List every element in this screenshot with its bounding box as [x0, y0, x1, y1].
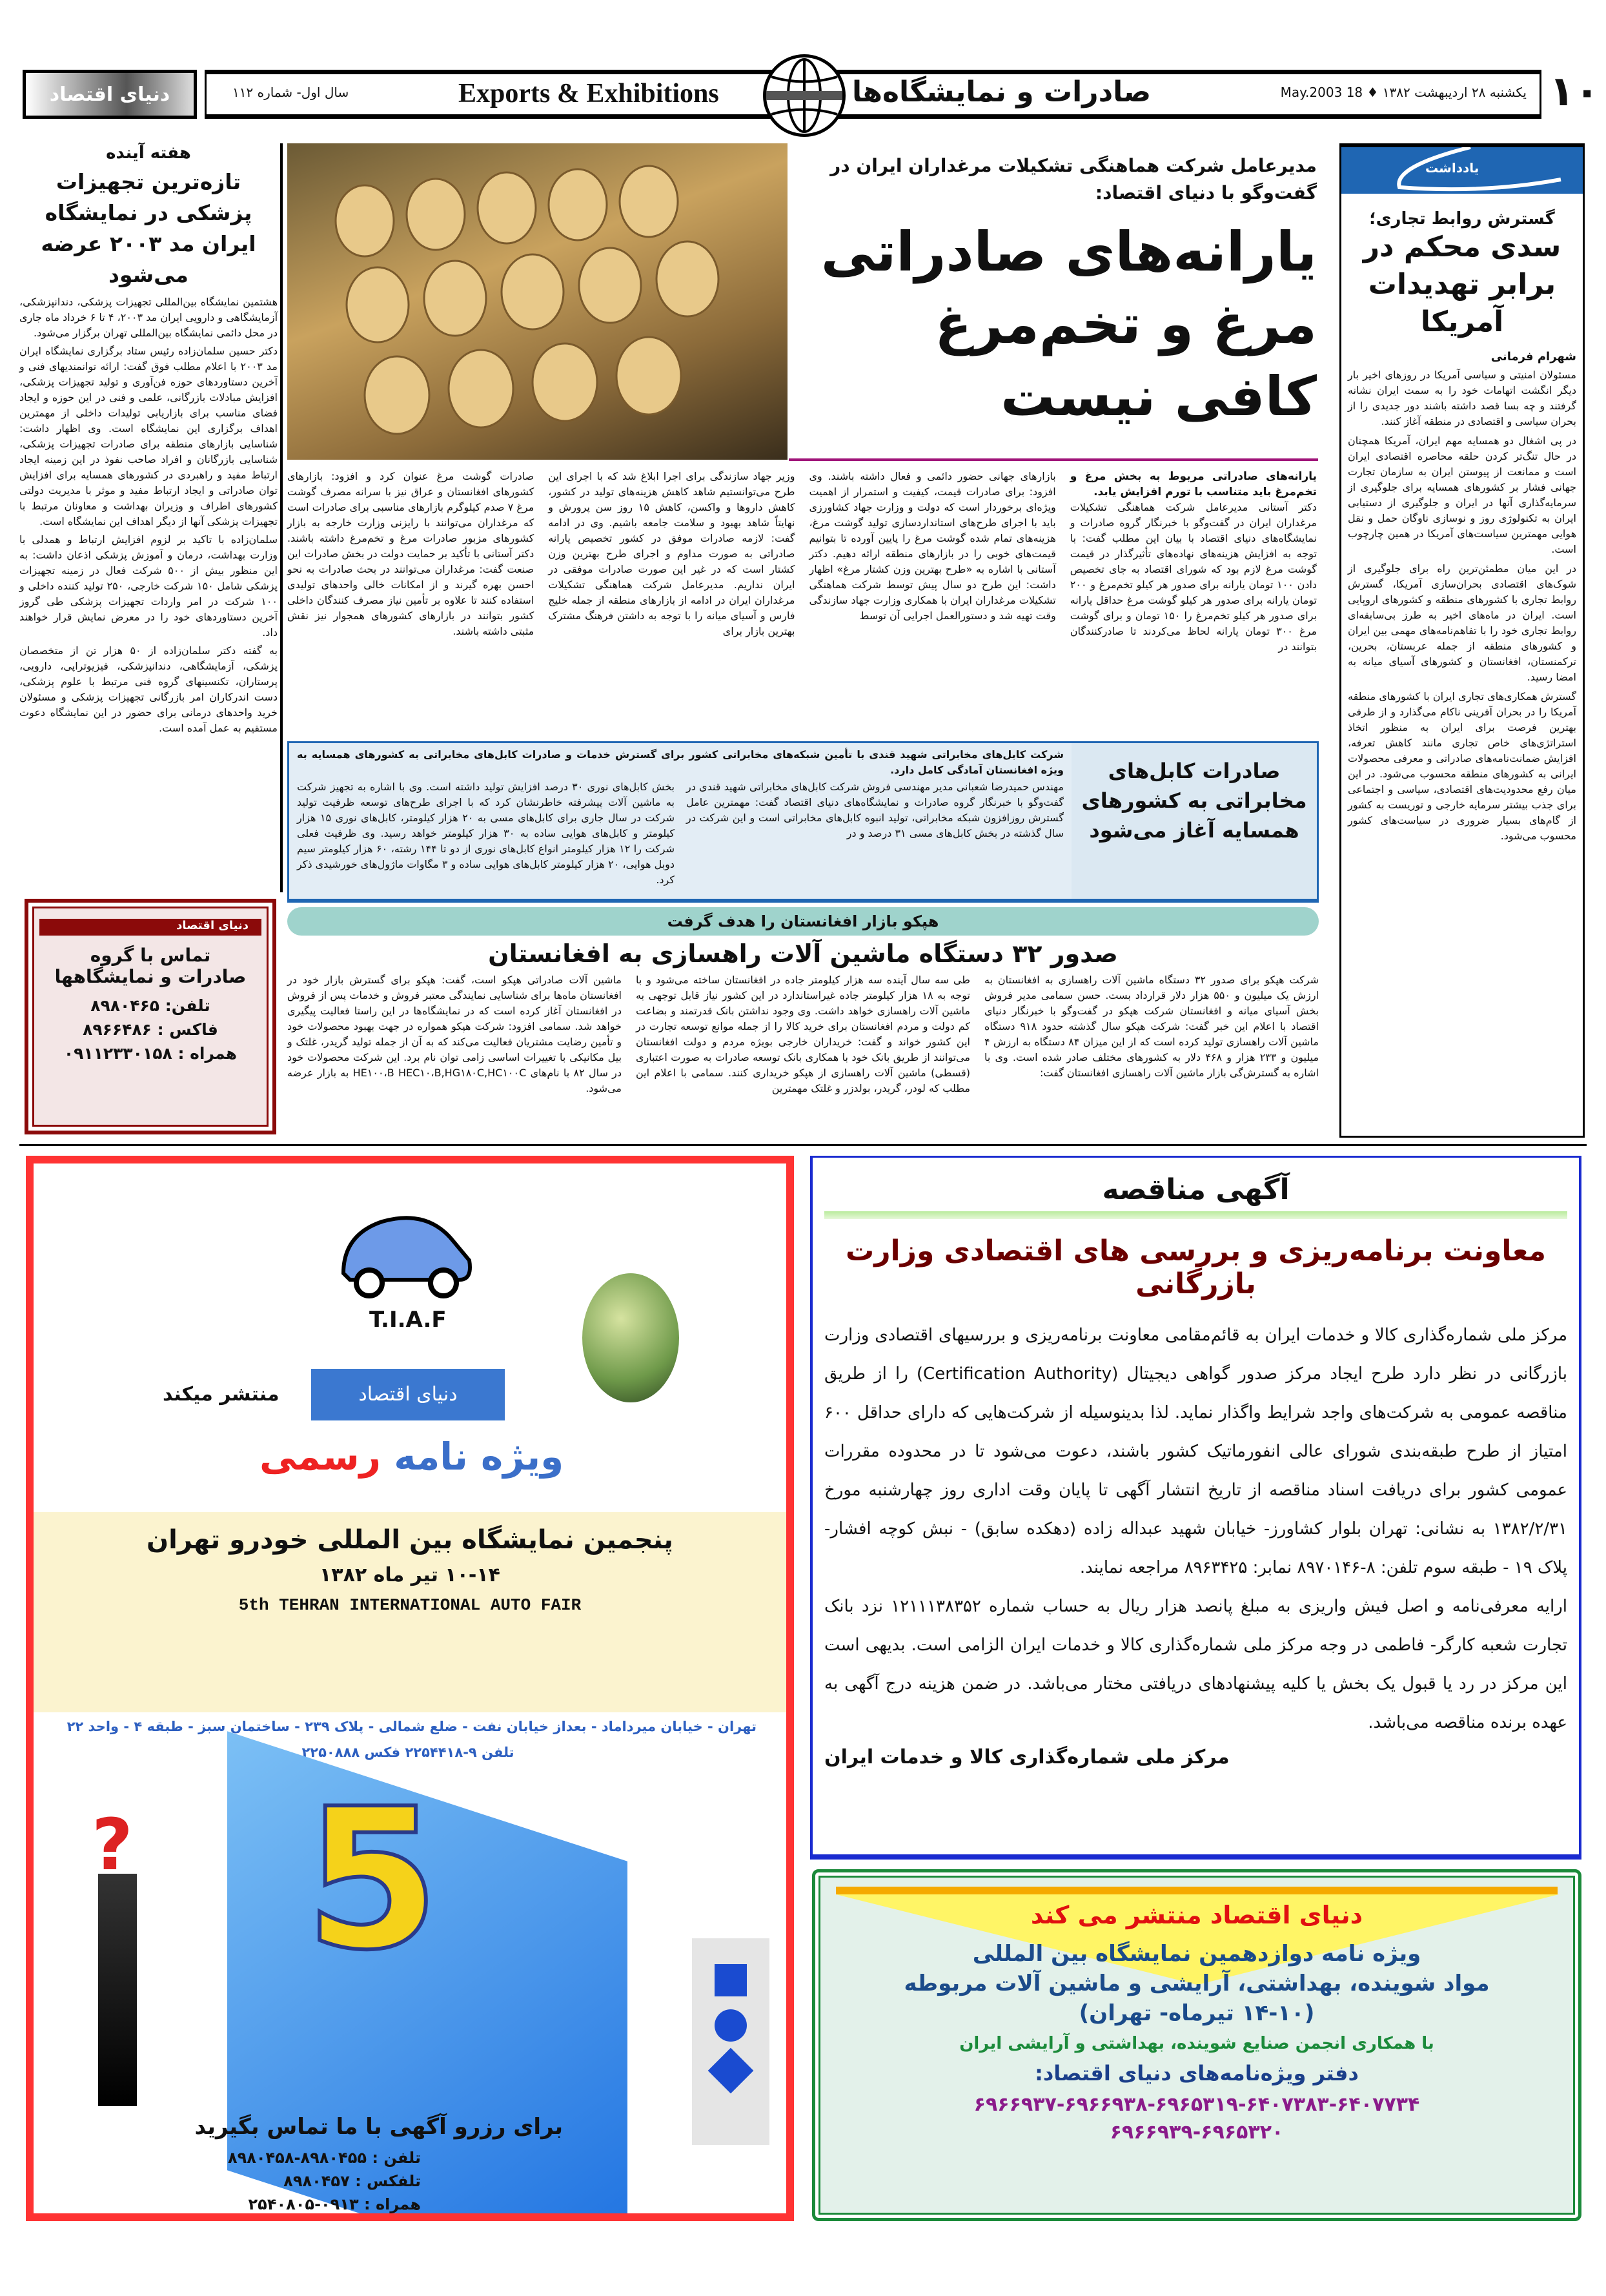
ad-dates: ۱۰-۱۴ تیر ماه ۱۳۸۲ [319, 1564, 500, 1586]
sponsor-logos [692, 1938, 769, 2145]
special-ad-phones: ۶۹۶۶۹۳۷-۶۹۶۶۹۳۸-۶۹۶۵۳۱۹-۶۴۰۷۳۸۳-۶۴۰۷۷۳۴ [973, 2093, 1420, 2116]
editorial-paragraph: در پی اشغال دو همسایه مهم ایران، آمریکا همچنان در حال تنگ‌تر کردن حلقه محاصره اقتصادی ایران است و ممانعت از پیوستن ایران به سازمان تجارت جهانی فشار بر کشورهای همسایه برای جلوگیری از سرمایه‌گذاری آنها در ایران و جلوگیری از دستیابی ایران به تکنولوژی روز و نوسازی ناوگان حمل و نقل هوایی مهمترین سیاست‌های آمریکا در همین چارچوب است. [1348, 435, 1576, 555]
special-ad-line: مواد شوینده، بهداشتی، آرایشی و ماشین آلات مربوطه [904, 1971, 1490, 1996]
contact-fax: فاکس : ۸۹۶۶۴۸۶ [83, 1020, 218, 1039]
lead-lede: یارانه‌های صادراتی مربوط به بخش مرغ و تخم‌مرغ باید متناسب با تورم افزایش یابد. [1070, 470, 1317, 498]
tender-divider [824, 1211, 1567, 1219]
ad-yellow-band [34, 1512, 786, 1712]
tender-signature: مرکز ملی شماره‌گذاری کالا و خدمات ایران [824, 1746, 1230, 1768]
ads-divider [19, 1144, 1587, 1146]
special-ad-line: ویژه نامه دوازدهمین نمایشگاه بین المللی [972, 1941, 1421, 1967]
contact-box [25, 899, 276, 1134]
page-header [205, 70, 1541, 119]
special-ad-office: دفتر ویژه‌نامه‌های دنیای اقتصاد: [1035, 2061, 1359, 2086]
next-week-paragraph: دکتر حسین سلمان‌زاده رئیس ستاد برگزاری نمایشگاه ایران مد ۲۰۰۳ با اعلام مطلب فوق گفت: ارائه توانمندیهای فنی و آخرین دستاوردهای حوزه فن‌آوری و تولید تجهیزات پزشکی، افزایش مبادلات بازرگانی، علمی و فنی در این حوزه و ایجاد فضای مناسب برای بازاریابی تولیدات داخلی از مهمترین اهداف برگزاری این نمایشگاه است. وی اظهار داشت: شناسایی بازارهای منطقه برای صادرات تجهیزات پزشکی، شناسایی بازرگانان و افراد صاحب نفوذ در این زمینه ایجاد ارتباط مفید و راهبردی در کشورهای همسایه برای افزایش توان صادراتی و ایجاد ارتباط مفید و موثر با مدیریت دولتی کشورهای اطراف و وزیران بهداشت و معاونان مرتبط با تجهیزات پزشکی آنها از دیگر اهداف این نمایشگاه است. [19, 345, 278, 528]
ad-event-fa: پنجمین نمایشگاه بین المللی خودرو تهران [147, 1525, 673, 1555]
page-number: ۱۰ [1549, 68, 1600, 116]
column-rule [280, 143, 283, 892]
egg-tray-image [287, 143, 788, 460]
editorial-author: شهرام فرمانی [1490, 350, 1576, 364]
special-ad-phones: ۶۹۶۶۹۳۹-۶۹۶۵۳۲۰ [1110, 2121, 1284, 2144]
globe-icon [763, 54, 846, 137]
ad-title-part: ویژه نامه [394, 1435, 564, 1479]
ad-phone-label: تلفن : [372, 2149, 421, 2167]
man-silhouette-image [98, 1874, 137, 2106]
lead-divider [789, 458, 1318, 461]
next-week-title: تازه‌ترین تجهیزات پزشکی در نمایشگاه ایران مد ۲۰۰۳ عرضه می‌شود [41, 169, 256, 287]
lead-column: بازارهای جهانی حضور دائمی و فعال داشته باشند. وی افزود: برای صادرات قیمت، کیفیت و استمرار از اهمیت ویژه‌ای برخوردار است که دولت و وزارت جهاد کشاورزی باید با اجرای طرح‌های استانداردسازی تولید گوشت مرغ، هزینه‌های تمام شده گوشت مرغ را پایین آورده تا بتوانیم قیمت‌های خوبی را در بازارهای منطقه ارائه دهیم. دکتر آستانی با اشاره به «طرح بهترین وزن کشتار مرغ» اظهار داشت: این طرح دو سال پیش توسط شرکت هماهنگی تشکیلات مرغداران ایران با همکاری وزارت جهاد سازندگی وقت تهیه شد و دستورالعمل اجرایی آن توسط [809, 470, 1056, 622]
ad-special-title [259, 1435, 564, 1479]
newspaper-logo [23, 70, 197, 119]
sponsor-logo-icon [708, 2048, 754, 2094]
special-ad-partner: با همکاری انجمن صنایع شوینده، بهداشتی و آرایشی ایران [959, 2034, 1434, 2053]
tiaf-ad [26, 1156, 794, 2221]
issue-number: سال اول- شماره ۱۱۲ [232, 85, 349, 100]
contact-phone: تلفن: ۸۹۸۰۴۶۵ [90, 996, 210, 1015]
ad-address: تهران - خیابان میرداماد - بعداز خیابان نفت - ضلع شمالی - پلاک ۲۳۹ - ساختمان سبز - طبقه ۴ - واحد ۲۲ [66, 1719, 757, 1734]
globe-egg-image [582, 1273, 679, 1402]
lead-headline-line: مرغ و تخم‌مرغ [935, 292, 1317, 356]
ad-publisher-logo: دنیای اقتصاد [311, 1369, 505, 1420]
lead-headline-line: کافی نیست [1001, 365, 1317, 428]
contact-logo: دنیای اقتصاد [39, 919, 261, 936]
cable-column: مهندس حمیدرضا شعبانی مدیر مهندسی فروش شرکت کابل‌های مخابراتی شهید قندی در گفت‌وگو با خبرنگار گروه صادرات و نمایشگاه‌های دنیای اقتصاد گفت: مهمترین عامل گسترش روزافزون شبکه مخابراتی، تولید انبوه کابل‌های مخابراتی است و این شرکت در سال گذشته در بخش کابل‌های مسی ۳۱ درصد و در [686, 781, 1064, 839]
next-week-kicker: هفته آینده [106, 143, 191, 163]
ad-event-en: 5th TEHRAN INTERNATIONAL AUTO FAIR [238, 1595, 582, 1615]
editorial-paragraph: در این میان مطمئن‌ترین راه برای جلوگیری از شوک‌های اقتصادی بحران‌سازی آمریکا، گسترش روابط تجاری با کشورهای منطقه و کشورهای اروپایی است. ایران در ماه‌های اخیر به طرز بی‌سابقه‌ای روابط تجاری خود را با تفاهم‌نامه‌های مهمی بین ایران و کشورهای منطقه از جمله عربستان، بحرین، ترکمنستان، افغانستان و کشورهای آسیای میانه به امضا رسید. [1348, 562, 1576, 683]
tender-ad [810, 1156, 1581, 1860]
lead-headline [800, 216, 1317, 433]
lead-column: صادرات گوشت مرغ عنوان کرد و افزود: بازارهای کشورهای افغانستان و عراق نیز با سرانه مصرف گوشت مرغ ۷ صدم کیلوگرم بازارهای مناسبی برای صادرات است که مرغداران می‌توانند با رایزنی وزارت خارجه به بازار کشورهای مزبور صادرات مرغ و تخم‌مرغ داشته باشند. دکتر آستانی با تأکید بر حمایت دولت در بخش صادرات این صنعت گفت: مرغداران می‌توانند در بحث صادرات به نحو احسن بهره گیرند و از امکانات خالی واحدهای تولیدی استفاده کنند تا علاوه بر تأمین نیاز مصرف کنندگان داخلی کشور بتوانند در بازارهای کشورهای همجوار نیز نقش مثبتی داشته باشند. [287, 470, 534, 637]
eggs-photo [287, 143, 788, 460]
editorial-kicker: گسترش روابط تجاری؛ [1369, 209, 1555, 229]
afghan-body [287, 972, 1319, 1138]
question-mark-icon: ? [92, 1803, 133, 1886]
cable-column: بخش کابل‌های نوری ۳۰ درصد افزایش تولید داشته است. وی با اشاره به تجهیز شرکت به ماشین آلات پیشرفته خاطرنشان کرد که با اجرای طرح‌های توسعه ظرفیت تولید شرکت در سال جاری برای کابل‌های مسی به ۲۰ هزار کیلومتر، کابل‌های نوری ۱۵ هزار کیلومتر و کابل‌های هوایی ساده به ۳۰ هزار کیلومتر خواهد رسید. وی ظرفیت فعلی شرکت را ۱۲ هزار کیلومتر انواع کابل‌های نوری از دو تا ۱۴۴ رشته، ۶۰ هزار کیلومتر سیم دوبل هوایی، ۲۰ هزار کیلومتر کابل‌های هوایی ساده و ۳ مگاوات ماژول‌های خورشیدی ذکر کرد. [297, 781, 675, 886]
ad-contacts [150, 2146, 421, 2216]
next-week-story [19, 143, 278, 736]
ad-big-five: 5 [305, 1767, 440, 1993]
ad-fax-label: تلفکس : [355, 2172, 421, 2190]
contact-title: تماس با گروه [90, 945, 211, 966]
ad-title-part: رسمی [259, 1435, 381, 1479]
lead-column: وزیر جهاد سازندگی برای اجرا ابلاغ شد که با اجرای این طرح می‌توانستیم شاهد کاهش هزینه‌های تولید در کشور، کاهش داروها و واکسن، کاهش ۱۵ روز سن پرورش و نهایتاً شاهد بهبود و سلامت جامعه باشیم. وی در ادامه گفت: لازمه صادرات موفق در کشور تخصیص یارانه صادراتی به صورت مداوم و اجرای طرح بهترین وزن کشتار است که در غیر این صورت صادرات موفقی در ایران نداریم. مدیرعامل شرکت هماهنگی تشکیلات مرغداران ایران در ادامه از بازارهای منطقه از جمله خلیج فارس و آسیای میانه را با توجه به داشتن فرهنگ مشترک بهترین بازار برای [548, 470, 795, 637]
ad-publishes: منتشر میکند [163, 1383, 280, 1406]
lead-kicker: مدیرعامل شرکت هماهنگی تشکیلات مرغداران ایران در گفت‌وگو با دنیای اقتصاد: [830, 155, 1317, 203]
logo-text: دنیای اقتصاد [49, 83, 170, 106]
editorial-paragraph: مسئولان امنیتی و سیاسی آمریکا در روزهای اخیر بار دیگر انگشت اتهامات خود را به سمت ایران نشانه گرفتند و چه بسا قصد داشته باشند دور جدیدی را از بحران سیاسی و اقتصادی در منطقه آغاز کنند. [1348, 369, 1576, 427]
cable-lede: شرکت کابل‌های مخابراتی شهید قندی با تأمین شبکه‌های مخابراتی کشور برای گسترش خدمات و صادرات کابل‌های مخابراتی به کشورهای همسایه به ویژه افغانستان آمادگی کامل دارد. [297, 748, 1064, 776]
ad-fax: ۸۹۸۰۴۵۷ [283, 2172, 350, 2190]
next-week-paragraph: به گفته دکتر سلمان‌زاده از ۵۰ هزار تن از متخصصان پزشکی، آزمایشگاهی، دندانپزشکی، فیزیوتراپی، دارویی، پرستاران، تکنسینهای گروه فنی مرتبط با علوم پزشکی، دست اندرکاران امر بازرگانی تجهیزات پزشکی و مسئولان خرید واحدهای درمانی برای حضور در این نمایشگاه دعوت مستقیم به عمل آمده است. [19, 644, 278, 734]
ad-reserve: برای رزرو آگهی با ما تماس بگیرید [194, 2114, 563, 2140]
contact-title: صادرات و نمایشگاهها [54, 966, 247, 987]
cable-story-box [287, 741, 1319, 903]
editorial-tag: یادداشت [1425, 160, 1479, 176]
section-title-fa: صادرات و نمایشگاه‌ها [852, 76, 1152, 108]
next-week-paragraph: هشتمین نمایشگاه بین‌المللی تجهیزات پزشکی، دندانپزشکی، آزمایشگاهی و دارویی ایران مد ۲۰۰۳، ۴ تا ۶ خرداد ماه جاری در محل دائمی نمایشگاه بین‌المللی تهران برگزار می‌شود. [19, 296, 278, 339]
ad-phone: ۸۹۸۰۴۵۵-۸۹۸۰۴۵۸ [227, 2149, 367, 2167]
editorial-paragraph: گسترش همکاری‌های تجاری ایران با کشورهای منطقه آمریکا را در بحران آفرینی ناکام می‌گذارد و از طرفی بهترین فرصت برای ایران به منظور اتخاذ استراتژی‌های خاص تجاری مانند کاهش تعرفه، افزایش ضمانت‌نامه‌های صادراتی و معرفی محصولات ایرانی به کشورهای منطقه محسوب می‌شود. در این میان رفع محدودیت‌های اقتصادی، سیاسی و اجتماعی برای جذب بیشتر سرمایه خارجی و توریست به کشور از گام‌های بسیار ضروری در سیاست‌های کشور محسوب می‌شود. [1348, 690, 1576, 842]
lead-headline-line: یارانه‌های صادراتی [820, 220, 1317, 283]
special-issue-ad [812, 1869, 1581, 2221]
afghan-column: شرکت هپکو برای صدور ۳۲ دستگاه ماشین آلات راهسازی به افغانستان به ارزش یک میلیون و ۵۵۰ هزار دلار قرارداد بست. حسن سمامی مدیر فروش بخش آسیای میانه و افغانستان شرکت هپکو در گفت‌وگو با خبرنگار دنیای اقتصاد با اعلام این خبر گفت: شرکت هپکو سال گذشته حدود ۹۱۸ دستگاه ماشین آلات راهسازی تولید کرده است که از این میزان ۸۴ دستگاه به ارزش ۴ میلیون و ۲۳۳ هزار و ۴۶۸ دلار به کشورهای مختلف صادر شده است. وی با اشاره به گسترش‌گی بازار ماشین آلات راهسازی افغانستان گفت: [984, 974, 1319, 1079]
sponsor-logo-icon [715, 2009, 747, 2042]
editorial-tag-banner [1341, 147, 1583, 194]
next-week-paragraph: سلمان‌زاده با تاکید بر لزوم افزایش ارتباط و همدلی با وزارت بهداشت، درمان و آموزش پزشکی اذعان داشت: به این منظور بیش از ۵۰۰ شرکت فعال در زمینه تجهیزات پزشکی شامل ۱۵۰ شرکت خارجی، ۲۵۰ تولید کننده داخلی و ۱۰۰ شرکت در امر واردات تجهیزات پزشکی طی گروز آخرین دستاوردهای خود را در معرض نمایش قرار خواهند داد. [19, 533, 278, 639]
afghan-title: صدور ۳۲ دستگاه ماشین آلات راهسازی به افغانستان [488, 939, 1118, 968]
issue-date: یکشنبه ۲۸ اردیبهشت ۱۳۸۲ ♦ 18 May.2003 [1280, 85, 1527, 100]
ad-mobile: ۰۹۱۳-۲۵۴۰۸۰۵ [248, 2195, 359, 2213]
editorial-column [1339, 143, 1585, 1138]
editorial-title: سدی محکم در برابر تهدیدات آمریکا [1363, 231, 1561, 338]
ad-address-phone: تلفن ۹-۲۲۵۴۴۱۸ فکس ۲۲۵۰۸۸۸ [301, 1745, 514, 1760]
sponsor-logo-icon [715, 1964, 747, 1996]
lead-column: دکتر آستانی مدیرعامل شرکت هماهنگی تشکیلات مرغداران ایران در گفت‌وگو با خبرنگار گروه صادرات و نمایشگاه‌های دنیای اقتصاد با بیان این مطلب گفت: با توجه به افزایش هزینه‌های نهاده‌های تأثیرگذار در قیمت گوشت مرغ لازم بود که شورای اقتصاد به جای تخصیص دادن ۱۰۰ تومان یارانه برای صدور هر کیلو تخم‌مرغ و ۲۰۰ تومان یارانه برای صدور هر کیلو گوشت مرغ حداقل یارانه برای صدور هر کیلو تخم‌مرغ را ۱۵۰ تومان و برای گوشت مرغ ۳۰۰ تومان یارانه لحاظ می‌کردند تا صادرکنندگان بتوانند در [1070, 501, 1317, 653]
lead-body [287, 469, 1317, 735]
afghan-column: ماشین آلات صادراتی هپکو است، گفت: هپکو برای گسترش بازار خود در افغانستان ماه‌ها برای شناسایی نمایندگی معتبر فروش و خدمات پس از فروش در افغانستان آغاز کرده است که در نمایشگاه‌ها در این راستا فعالیت پیگیری خواهد شد. سمامی افزود: شرکت هپکو همواره در جهت بهبود محصولات خود و تأمین رضایت مشتریان فعالیت می‌کند که به آن از جمله تولید گریدر، غلتک و بیل مکانیکی با تغییرات اساسی زامی توان نام برد. این شرکت محصولات خود در سال ۸۲ با نام‌های HE۱۰۰،B HEC۱۰،B,HG۱۸۰C,HC۱۰۰C به بازار عرضه می‌شود. [287, 974, 622, 1094]
special-ad-line: (۱۴-۱۰ تیرماه- تهران) [1079, 2000, 1315, 2026]
car-globe-icon [330, 1209, 479, 1299]
tender-heading: آگهی مناقصه [1102, 1173, 1290, 1206]
afghan-column: طی سه سال آینده سه هزار کیلومتر جاده در افغانستان ساخته می‌شود و با توجه به ۱۸ هزار کیلومتر جاده غیراستاندارد در این کشور نیاز قابل توجهی به ماشین آلات راهسازی خواهد داشت. وی وجود نداشتن بانک قدرتمند و بضاعت کم دولت و مردم افغانستان برای خرید کالا را از جمله موانع توسعه تجارت در این کشور خواند و گفت: خریداران خارجی بویژه مردم و دولت افغانستان می‌توانند از طریق بانک خود با همکاری بانک توسعه صادرات به صورت اعتباری (قسطی) ماشین آلات راهسازی از هپکو خریداری کنند. سمامی با اعلام این مطلب که لودر، گریدر، بولدزر و غلتک مهمترین [636, 974, 970, 1094]
tender-paragraph: مرکز ملی شماره‌گذاری کالا و خدمات ایران به قائم‌مقامی معاونت برنامه‌ریزی و بررسیهای اقتصادی وزارت بازرگانی در نظر دارد طرح ایجاد مرکز صدور گواهی دیجیتال (Certification Authority) را از طریق مناقصه عمومی به شرکت‌های واجد شرایط واگذار نماید. لذا بدینوسیله از شرکت‌هایی که دارای حداقل ۶۰۰ امتیاز از طرح طبقه‌بندی شورای عالی انفورماتیک کشور باشند، دعوت می‌شود تا در محدوده مقررات عمومی کشور برای دریافت اسناد مناقصه از تاریخ انتشار آگهی تا پایان وقت اداری روز چهارشنبه مورخ ۱۳۸۲/۲/۳۱ به نشانی: تهران بلوار کشاورز- خیابان شهید عبداله زاده (دهکده سابق) - نبش کوچه افشار- پلاک ۱۹ - طبقه سوم تلفن: ۸-۸۹۷۰۱۴۶ نمابر: ۸۹۶۳۴۲۵ مراجعه نمایند. [824, 1326, 1567, 1577]
section-title-en: Exports & Exhibitions [458, 79, 719, 108]
tiaf-logo-text: T.I.A.F [369, 1307, 447, 1333]
special-ad-headline: دنیای اقتصاد منتشر می کند [1030, 1901, 1363, 1929]
contact-mobile: همراه : ۰۹۱۱۲۳۳۰۱۵۸ [63, 1044, 238, 1063]
afghan-banner: هپکو بازار افغانستان را هدف گرفت [287, 907, 1319, 936]
ad-mobile-label: همراه : [363, 2195, 421, 2213]
tender-paragraph: ارایه معرفی‌نامه و اصل فیش واریزی به مبلغ پانصد هزار ریال به حساب شماره ۱۲۱۱۱۳۸۳۵۲ نزد بانک تجارت شعبه کارگر- فاطمی در وجه مرکز ملی شماره‌گذاری کالا و خدمات ایران الزامی است. بدیهی است این مرکز در رد یا قبول یک بخش یا کلیه پیشنهادهای دریافتی مختار می‌باشد. در ضمن هزینه درج آگهی به عهده برنده مناقصه می‌باشد. [824, 1597, 1567, 1732]
cable-title: صادرات کابل‌های مخابراتی به کشورهای همسایه آغاز می‌شود [1072, 743, 1317, 899]
ad-orange-bar [836, 1887, 1558, 1894]
tender-org: معاونت برنامه‌ریزی و بررسی های اقتصادی وزارت بازرگانی [845, 1235, 1547, 1300]
